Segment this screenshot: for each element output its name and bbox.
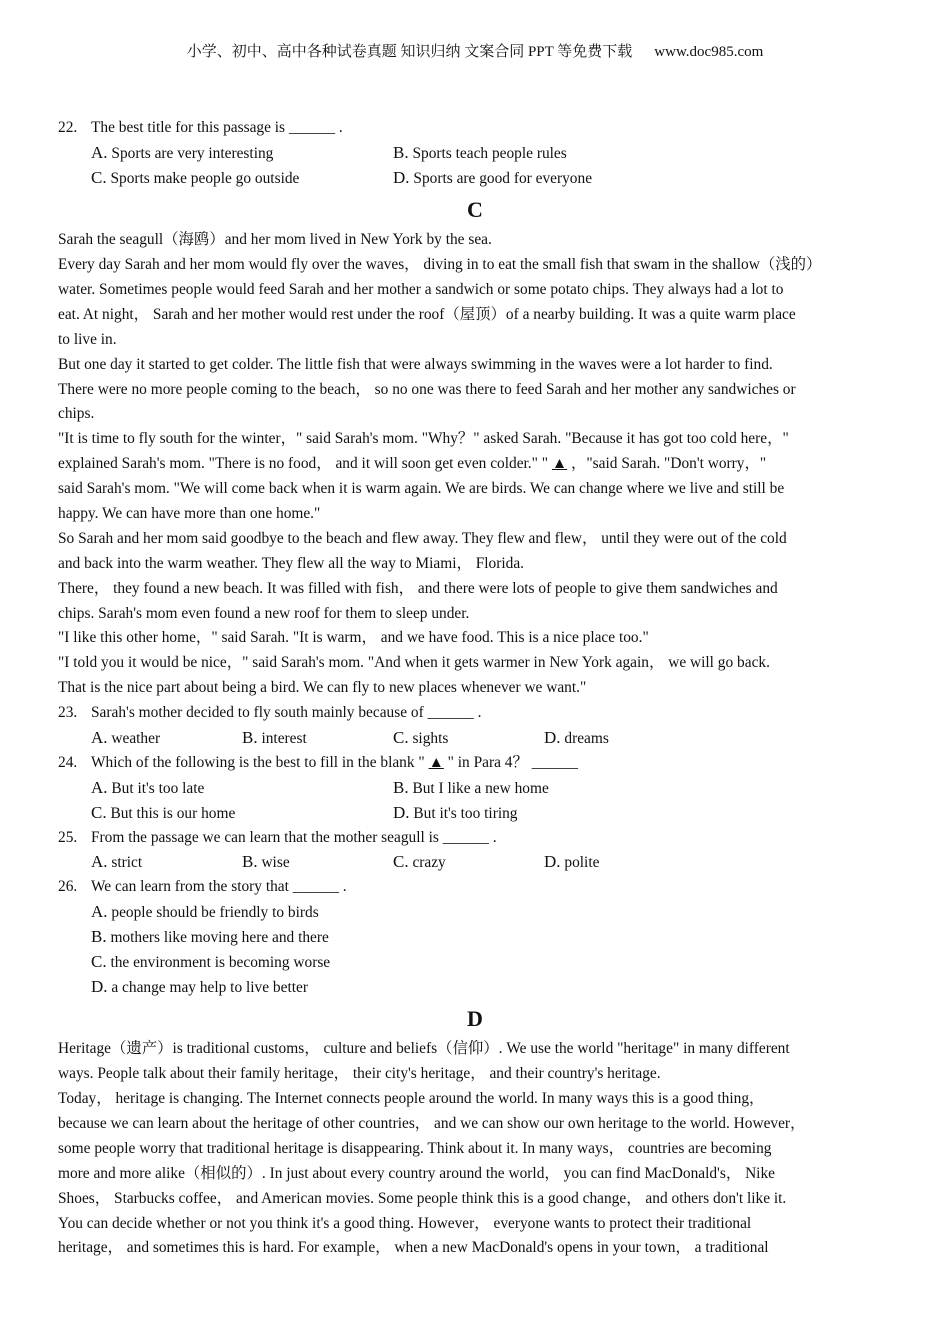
passage-line: happy. We can have more than one home." xyxy=(58,504,321,522)
passage-line: Sarah the seagull（海鸥）and her mom lived in New York by the sea. xyxy=(58,231,492,249)
question-24 xyxy=(58,751,898,826)
answer-option-d[interactable] xyxy=(393,801,517,827)
option-row xyxy=(58,900,898,925)
question-number: 26. xyxy=(58,878,78,896)
option-letter: A. xyxy=(91,852,108,872)
passage-line: But one day it started to get colder. The little fish that were always swimming in the waves were a lot harder to find. xyxy=(58,355,773,373)
passage-line: So Sarah and her mom said goodbye to the beach and flew away. They flew and flew， until they were out of the cold xyxy=(58,529,787,547)
option-row xyxy=(58,850,898,875)
option-letter: C. xyxy=(393,727,409,747)
answer-option-b[interactable] xyxy=(91,925,329,951)
passage-line: chips. xyxy=(58,405,95,423)
passage-line: Every day Sarah and her mom would fly over the waves， diving in to eat the small fish that swam in the shallow（浅的） xyxy=(58,256,822,274)
answer-option-d[interactable] xyxy=(393,166,592,192)
passage-line: because we can learn about the heritage of other countries， and we can show our own heritage to the world. However， xyxy=(58,1114,806,1132)
option-letter: A. xyxy=(91,777,108,797)
option-letter: B. xyxy=(393,142,409,162)
section-heading: C xyxy=(467,196,483,222)
passage-line: to live in. xyxy=(58,330,117,348)
passage-line: some people worry that traditional heritage is disappearing. Think about it. In many ways， countries are becoming xyxy=(58,1139,772,1157)
passage-line: eat. At night， Sarah and her mother would rest under the roof（屋顶）of a nearby building. It was a quite warm place xyxy=(58,305,796,323)
question-text: Which of the following is the best to fill in the blank " ▲ " in Para 4？ ______ xyxy=(91,753,578,771)
option-letter: C. xyxy=(91,167,107,187)
question-stem xyxy=(58,826,898,851)
option-text: a change may help to live better xyxy=(107,978,308,996)
answer-option-d[interactable] xyxy=(544,850,599,876)
answer-option-c[interactable] xyxy=(91,801,235,827)
answer-option-c[interactable] xyxy=(393,850,446,876)
option-text: But it's too late xyxy=(107,779,205,797)
answer-option-d[interactable] xyxy=(91,975,308,1001)
option-row xyxy=(58,166,898,191)
answer-option-c[interactable] xyxy=(393,726,448,752)
answer-option-b[interactable] xyxy=(242,850,290,876)
passage-line: There， they found a new beach. It was filled with fish， and there were lots of people to give them sandwiches and xyxy=(58,579,778,597)
option-text: Sports are good for everyone xyxy=(409,169,593,187)
question-25 xyxy=(58,826,898,876)
option-letter: D. xyxy=(544,727,561,747)
question-number: 23. xyxy=(58,704,78,722)
option-letter: C. xyxy=(393,852,409,872)
header-url: www.doc985.com xyxy=(654,44,764,60)
option-letter: C. xyxy=(91,802,107,822)
question-text: We can learn from the story that ______ . xyxy=(91,878,347,896)
page-header xyxy=(0,40,950,61)
blank-marker: ▲ xyxy=(551,455,568,473)
question-text: From the passage we can learn that the mother seagull is ______ . xyxy=(91,828,497,846)
option-text: Sports make people go outside xyxy=(106,169,300,187)
option-text: Sports teach people rules xyxy=(408,144,567,162)
passage-line: "It is time to fly south for the winter，" said Sarah's mom. "Why？" asked Sarah. "Because it has got too cold here，" xyxy=(58,430,789,448)
passage-section xyxy=(58,1037,898,1261)
answer-option-a[interactable] xyxy=(91,726,160,752)
answer-option-b[interactable] xyxy=(242,726,307,752)
option-letter: C. xyxy=(91,952,107,971)
option-letter: D. xyxy=(393,802,410,822)
passage-line: "I told you it would be nice，" said Sarah's mom. "And when it gets warmer in New York again， we will go back. xyxy=(58,654,770,672)
answer-option-a[interactable] xyxy=(91,900,319,926)
answer-option-b[interactable] xyxy=(393,141,567,167)
answer-option-a[interactable] xyxy=(91,776,204,802)
option-text: weather xyxy=(107,729,161,747)
passage-line: That is the nice part about being a bird. We can fly to new places whenever we want." xyxy=(58,679,587,697)
passage-section xyxy=(58,228,898,701)
question-stem xyxy=(58,701,898,726)
answer-option-c[interactable] xyxy=(91,950,330,976)
option-text: people should be friendly to birds xyxy=(107,904,319,922)
passage-line: heritage， and sometimes this is hard. For example， when a new MacDonald's opens in your town， a traditional xyxy=(58,1239,769,1257)
passage-line: explained Sarah's mom. "There is no food， and it will soon get even colder." " ▲ ，"said Sarah. "Don't worry，" xyxy=(58,455,767,473)
question-22 xyxy=(58,116,898,191)
option-text: But I like a new home xyxy=(408,779,549,797)
passage-line: said Sarah's mom. "We will come back when it is warm again. We are birds. We can change where we live and still be xyxy=(58,480,785,498)
option-text: the environment is becoming worse xyxy=(106,954,331,971)
passage-line: You can decide whether or not you think it's a good thing. However， everyone wants to protect their traditional xyxy=(58,1214,752,1232)
passage-line: ways. People talk about their family heritage， their city's heritage， and their country's heritage. xyxy=(58,1065,661,1083)
passage-line: more and more alike（相似的）. In just about every country around the world， you can find MacDonald's， Nike xyxy=(58,1164,775,1182)
blank-marker: ▲ xyxy=(428,753,444,771)
option-text: interest xyxy=(257,729,307,747)
option-text: Sports are very interesting xyxy=(107,144,274,162)
option-text: mothers like moving here and there xyxy=(106,929,329,947)
option-letter: B. xyxy=(242,727,258,747)
option-letter: B. xyxy=(91,927,107,947)
option-text: sights xyxy=(408,729,449,747)
option-letter: A. xyxy=(91,727,108,747)
answer-option-d[interactable] xyxy=(544,726,609,752)
passage-line: Today， heritage is changing. The Internet connects people around the world. In many ways this is a good thing， xyxy=(58,1090,765,1108)
passage-line: Heritage（遗产）is traditional customs， culture and beliefs（信仰）. We use the world "heritage" in many different xyxy=(58,1040,790,1058)
question-number: 22. xyxy=(58,119,78,136)
option-letter: D. xyxy=(393,167,410,187)
option-text: crazy xyxy=(408,854,446,872)
question-23 xyxy=(58,701,898,751)
passage-line: Shoes， Starbucks coffee， and American movies. Some people think this is a good change， and others don't like it. xyxy=(58,1189,787,1207)
option-text: dreams xyxy=(560,729,609,747)
answer-option-a[interactable] xyxy=(91,850,142,876)
question-stem xyxy=(58,751,898,776)
option-row xyxy=(58,141,898,166)
question-number: 25. xyxy=(58,828,78,846)
question-text: The best title for this passage is ______ . xyxy=(91,119,343,136)
passage-line: "I like this other home，" said Sarah. "It is warm， and we have food. This is a nice place too." xyxy=(58,629,649,647)
question-stem xyxy=(58,116,898,141)
passage-line: and back into the warm weather. They flew all the way to Miami， Florida. xyxy=(58,554,525,572)
option-letter: B. xyxy=(242,852,258,872)
option-row xyxy=(58,975,898,1000)
option-text: wise xyxy=(257,854,290,872)
option-text: polite xyxy=(560,854,600,872)
question-text: Sarah's mother decided to fly south mainly because of ______ . xyxy=(91,704,482,722)
option-row xyxy=(58,925,898,950)
option-row xyxy=(58,950,898,975)
option-text: strict xyxy=(107,854,143,872)
question-26 xyxy=(58,875,898,999)
section-heading: D xyxy=(467,1005,483,1031)
option-row xyxy=(58,801,898,826)
passage-line: water. Sometimes people would feed Sarah and her mother a sandwich or some potato chips. They always had a lot to xyxy=(58,280,784,298)
header-text: 小学、初中、高中各种试卷真题 知识归纳 文案合同 PPT 等免费下载 xyxy=(186,44,633,60)
option-letter: A. xyxy=(91,902,108,922)
answer-option-c[interactable] xyxy=(91,166,299,192)
option-letter: A. xyxy=(91,142,108,162)
option-letter: D. xyxy=(91,976,108,996)
option-letter: B. xyxy=(393,777,409,797)
answer-option-a[interactable] xyxy=(91,141,273,167)
option-text: But it's too tiring xyxy=(409,804,518,822)
question-number: 24. xyxy=(58,753,78,771)
document-body xyxy=(58,116,898,1261)
passage-line: There were no more people coming to the beach， so no one was there to feed Sarah and her mother any sandwiches or xyxy=(58,380,796,398)
question-stem xyxy=(58,875,898,900)
passage-line: chips. Sarah's mom even found a new roof for them to sleep under. xyxy=(58,604,470,622)
answer-option-b[interactable] xyxy=(393,776,549,802)
option-row xyxy=(58,776,898,801)
option-text: But this is our home xyxy=(106,804,236,822)
option-letter: D. xyxy=(544,852,561,872)
option-row xyxy=(58,726,898,751)
